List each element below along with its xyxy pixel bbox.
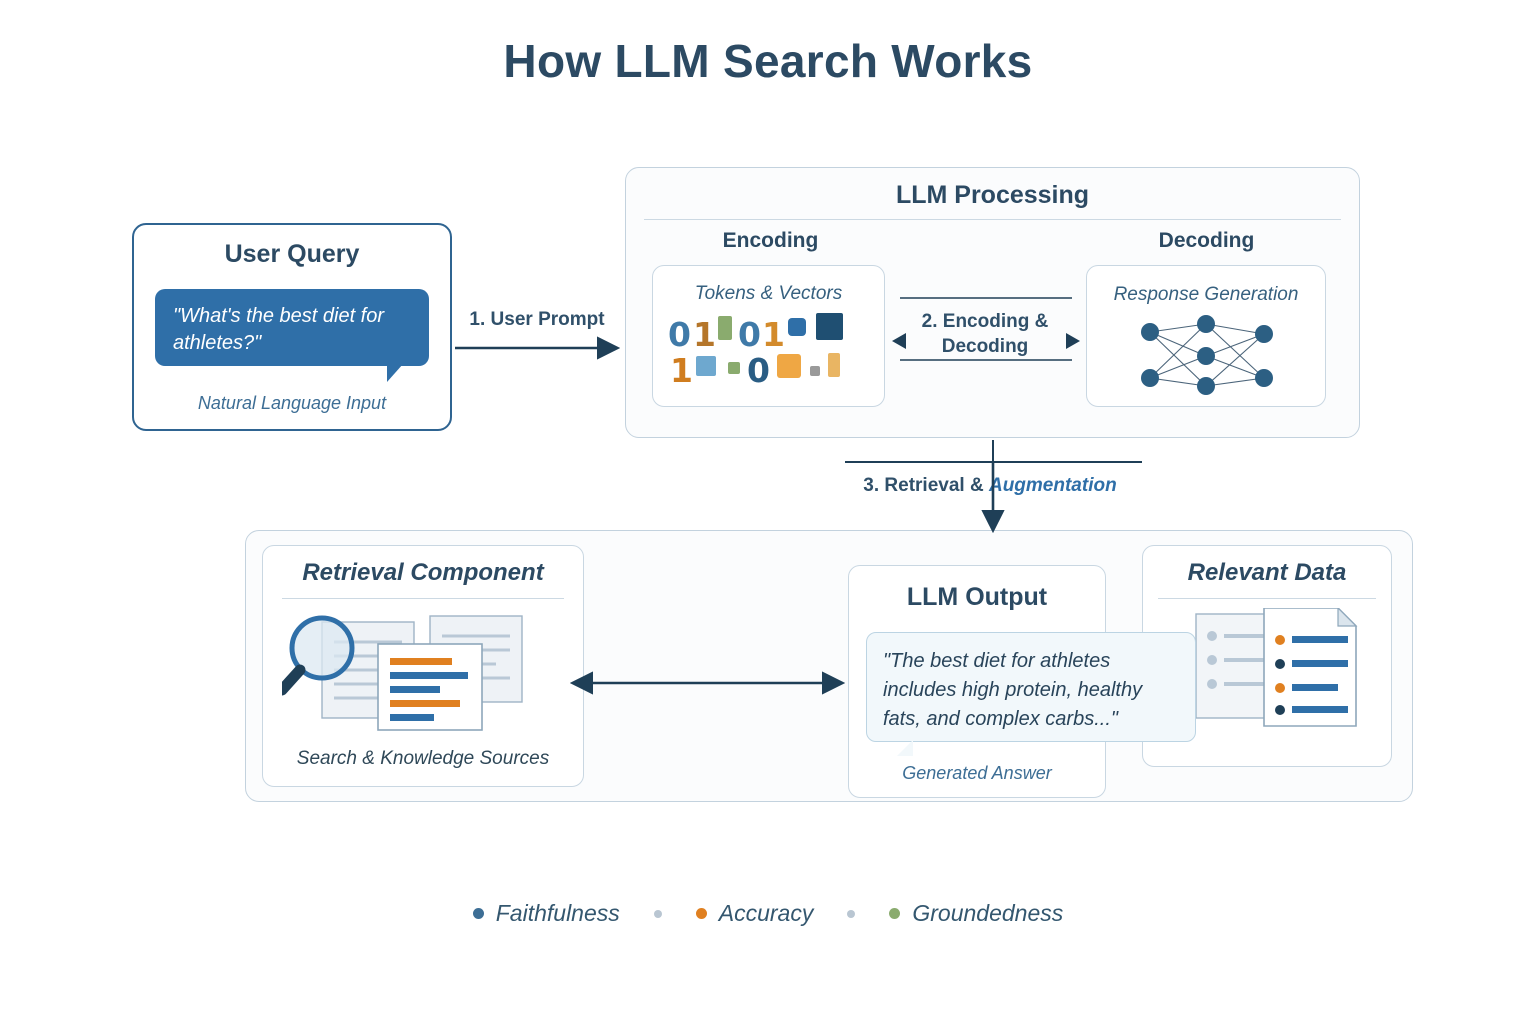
token-block [816, 313, 843, 340]
legend-label: Faithfulness [495, 900, 620, 926]
tokens-vectors-title: Tokens & Vectors [694, 283, 843, 304]
bubble-tail [897, 740, 913, 756]
legend-item-accuracy [696, 900, 814, 927]
legend-dot-icon [889, 908, 900, 919]
step-3-label: 3. Retrieval & Augmentation [863, 475, 1117, 496]
token-block [718, 316, 732, 340]
retrieval-heading: Retrieval Component [302, 559, 544, 586]
legend-item-faithfulness [473, 900, 620, 927]
user-query-text: "What's the best diet for athletes?" [173, 305, 385, 354]
user-query-bubble [155, 289, 429, 366]
token-digit: 0 [747, 351, 770, 390]
decoding-heading: Decoding [1158, 229, 1255, 252]
legend-label: Groundedness [912, 900, 1064, 926]
llm-processing-heading: LLM Processing [895, 181, 1090, 209]
user-query-heading: User Query [224, 240, 360, 268]
token-block [828, 353, 840, 377]
llm-output-text: "The best diet for athletes includes high protein, healthy fats, and complex carbs..." [883, 650, 1143, 730]
relevant-data-heading: Relevant Data [1187, 559, 1347, 586]
legend-label: Accuracy [718, 900, 814, 926]
token-digit: 1 [762, 315, 785, 354]
retrieval-divider [282, 598, 564, 599]
token-digit: 1 [693, 315, 716, 354]
token-digit: 0 [668, 315, 691, 354]
token-block [728, 362, 740, 374]
encoding-decoding-label: 2. Encoding & Decoding [921, 311, 1049, 357]
search-documents-icon [282, 608, 564, 733]
relevant-data-divider [1158, 598, 1376, 599]
token-block [696, 356, 716, 376]
llm-output-bubble [866, 632, 1196, 742]
legend-separator-dot [847, 910, 855, 918]
llm-output-heading: LLM Output [906, 583, 1048, 611]
token-digit: 0 [738, 315, 761, 354]
encoding-heading: Encoding [722, 229, 819, 252]
legend-separator-dot [654, 910, 662, 918]
token-block [788, 318, 806, 336]
legend-dot-icon [696, 908, 707, 919]
token-block [810, 366, 820, 376]
neural-network-icon [1128, 310, 1288, 402]
llm-processing-divider [644, 219, 1341, 220]
user-query-caption: Natural Language Input [197, 393, 387, 413]
response-generation-title: Response Generation [1113, 284, 1299, 305]
bubble-tail [387, 364, 403, 382]
tokens-graphic [652, 312, 885, 402]
retrieval-caption: Search & Knowledge Sources [296, 748, 550, 769]
legend [0, 900, 1536, 927]
token-digit: 1 [670, 351, 693, 390]
llm-output-caption: Generated Answer [902, 763, 1052, 783]
token-block [777, 354, 801, 378]
relevant-documents-icon [1190, 608, 1358, 734]
legend-dot-icon [473, 908, 484, 919]
step-1-label: 1. User Prompt [469, 309, 605, 330]
legend-item-groundedness [889, 900, 1063, 927]
page-title: How LLM Search Works [503, 35, 1033, 87]
